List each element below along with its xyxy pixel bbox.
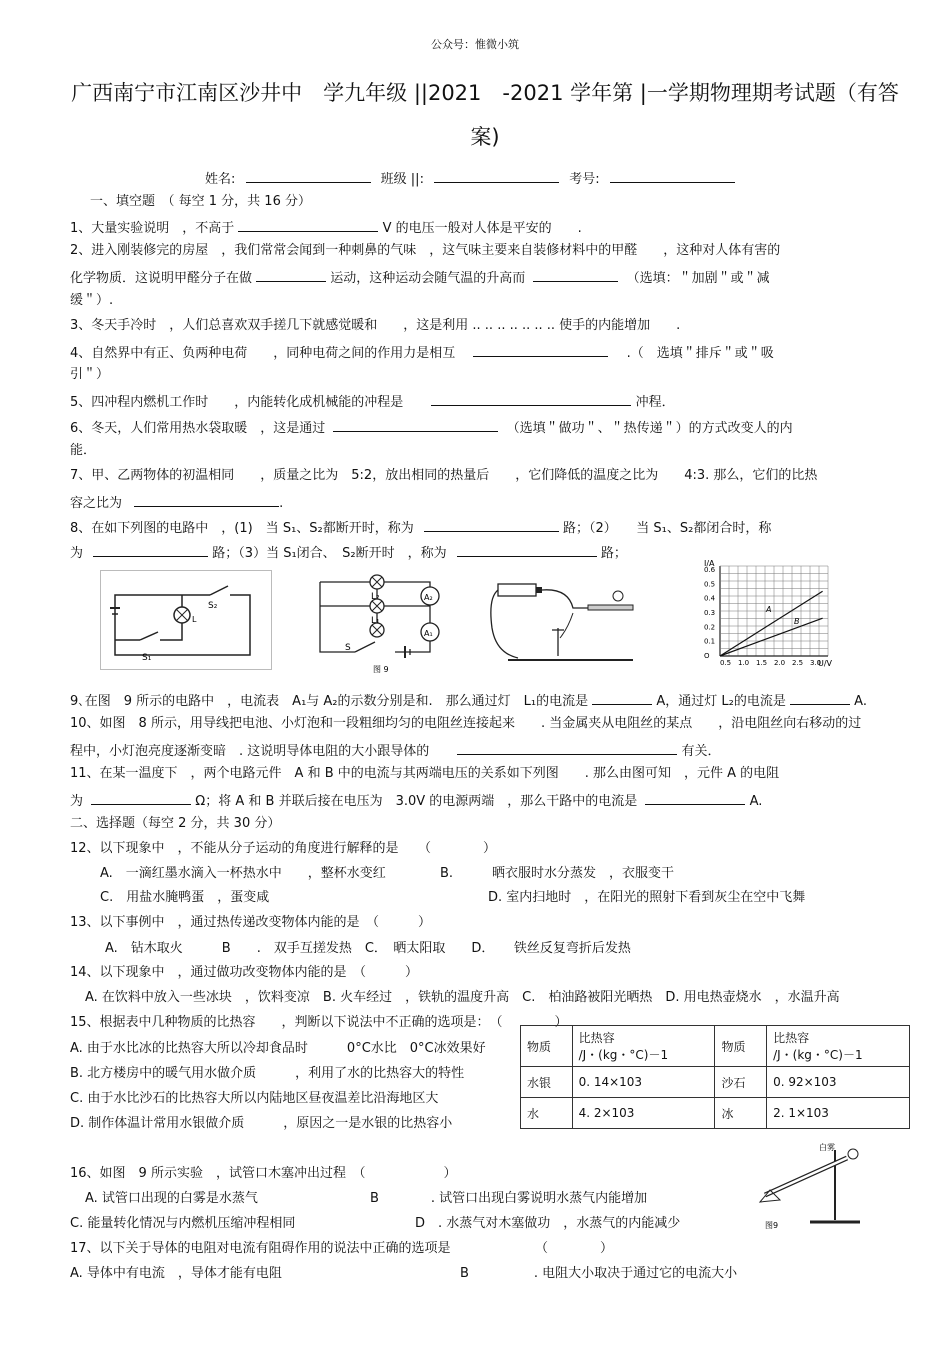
table-cell: 冰 bbox=[715, 1098, 767, 1129]
resistance-wire-figure bbox=[488, 578, 638, 666]
name-label: 姓名: bbox=[205, 172, 236, 187]
exam-no-blank[interactable] bbox=[610, 168, 735, 183]
q12-option-c: C. 用盐水腌鸭蛋 ，蛋变咸 bbox=[100, 890, 270, 905]
y-tick-label: 0.6 bbox=[704, 566, 716, 574]
section-2-heading: 二、选择题（每空 2 分，共 30 分） bbox=[70, 816, 281, 831]
graph-xlabel: U/V bbox=[818, 659, 833, 668]
q13-options: A. 钻木取火 B . 双手互搓发热 C． 晒太阳取 D． 铁丝反复弯折后发热 bbox=[105, 941, 631, 956]
question-13: 13、以下事例中 ，通过热传递改变物体内能的是 （ ） bbox=[70, 915, 432, 930]
question-9 bbox=[70, 690, 867, 711]
y-tick-label: 0.1 bbox=[704, 637, 716, 646]
q1-text: 1、大量实验说明 ，不高于 bbox=[70, 221, 235, 236]
exam-no-label: 考号: bbox=[569, 172, 600, 187]
question-1 bbox=[70, 217, 582, 238]
q12-option-a: A. 一滴红墨水滴入一杯热水中 ，整杯水变红 bbox=[100, 866, 386, 881]
table-cell: 4. 2×103 bbox=[572, 1098, 715, 1129]
q14-options: A. 在饮料中放入一些冰块 ，饮料变凉 B. 火车经过 ，铁轨的温度升高 C. 柏油路被阳光晒热 D. 用电热壶烧水 ，水温升高 bbox=[85, 990, 840, 1005]
student-info bbox=[205, 168, 741, 189]
question-16: 16、如图 9 所示实验 ，试管口木塞冲出过程 （ ） bbox=[70, 1166, 457, 1181]
q11-text: 为 bbox=[70, 794, 84, 809]
question-11-cont bbox=[70, 790, 762, 811]
graph-grid bbox=[720, 566, 828, 656]
graph-ylabel: I/A bbox=[704, 559, 715, 568]
q9-blank-1[interactable] bbox=[592, 690, 652, 705]
q8-text-5: 路； bbox=[600, 546, 627, 561]
question-6-end: 能． bbox=[70, 443, 97, 458]
question-8-cont bbox=[70, 542, 627, 563]
question-2: 2、进入刚装修完的房屋 ，我们常常会闻到一种刺鼻的气味 ，这气味主要来自装修材料中的甲醛 ，这种对人体有害的 bbox=[70, 243, 781, 258]
q2-text-2: 运动，这种运动会随气温的升高而 bbox=[330, 271, 526, 286]
q5-blank[interactable] bbox=[431, 391, 631, 406]
question-8 bbox=[70, 517, 771, 538]
q10-blank[interactable] bbox=[457, 740, 677, 755]
q8-blank-2[interactable] bbox=[93, 542, 208, 557]
q5-text: 5、四冲程内燃机工作时 ，内能转化成机械能的冲程是 bbox=[70, 395, 404, 410]
question-10: 10、如图 8 所示，用导线把电池、小灯泡和一段粗细均匀的电阻丝连接起来 . 当金属夹从电阻丝的某点 ，沿电阻丝向右移动的过 bbox=[70, 716, 862, 731]
q4-text-2: .（ 选填＂排斥＂或＂吸 bbox=[626, 346, 774, 361]
question-15: 15、根据表中几种物质的比热容 ，判断以下说法中不正确的选项是： （ ） bbox=[70, 1015, 568, 1030]
q10-text: 程中，小灯泡亮度逐渐变暗 . 这说明导体电阻的大小跟导体的 bbox=[70, 744, 430, 759]
q12-option-d: D. 室内扫地时 ，在阳光的照射下看到灰尘在空中飞舞 bbox=[488, 890, 806, 905]
q8-text-2: 路；（2） 当 S₁、S₂都闭合时，称 bbox=[563, 521, 772, 536]
table-header-substance: 物质 bbox=[521, 1026, 573, 1067]
q2-blank-1[interactable] bbox=[256, 267, 326, 282]
question-2-cont bbox=[70, 267, 770, 288]
question-7: 7、甲、乙两物体的初温相同 ，质量之比为 5:2，放出相同的热量后 ，它们降低的温度之比为 4:3. 那么，它们的比热 bbox=[70, 468, 818, 483]
q11-blank-2[interactable] bbox=[645, 790, 745, 805]
test-tube-figure bbox=[735, 1140, 865, 1232]
label-l: L bbox=[192, 615, 197, 624]
fog-label: 白雾 bbox=[819, 1143, 835, 1152]
x-tick-label: 0.5 bbox=[720, 659, 732, 667]
x-tick-label: 3.0 bbox=[810, 659, 822, 667]
q6-text: 6、冬天，人们常用热水袋取暖 ，这是通过 bbox=[70, 421, 326, 436]
table-cell: 0. 14×103 bbox=[572, 1067, 715, 1098]
graph-line-a-label: A bbox=[766, 605, 772, 614]
q8-text: 8、在如下列图的电路中 ，(1) 当 S₁、S₂都断开时，称为 bbox=[70, 521, 414, 536]
table-header-heat-2: 比热容 /J・(kg・°C)－1 bbox=[767, 1026, 910, 1067]
label-a2: A₂ bbox=[424, 593, 433, 602]
q17-option-a: A. 导体中有电流 ，导体才能有电阻 bbox=[70, 1266, 282, 1281]
question-14: 14、以下现象中 ，通过做功改变物体内能的是 （ ） bbox=[70, 965, 419, 980]
section-1-heading: 一、填空题 （ 每空 1 分，共 16 分） bbox=[90, 194, 311, 209]
page-header: 公众号：惟微小筑 bbox=[431, 38, 519, 51]
q16-option-d: D . 水蒸气对木塞做功 ，水蒸气的内能减少 bbox=[415, 1216, 681, 1231]
label-s: S bbox=[345, 643, 351, 653]
q6-blank[interactable] bbox=[333, 417, 498, 432]
label-l1: L₁ bbox=[371, 616, 380, 626]
figure-9b-caption: 图9 bbox=[765, 1221, 779, 1230]
q11-blank-1[interactable] bbox=[91, 790, 191, 805]
question-12: 12、以下现象中 ，不能从分子运动的角度进行解释的是 （ ） bbox=[70, 841, 497, 856]
page-title: 广西南宁市江南区沙井中 学九年级 ||2021 -2021 学年第 |一学期物理期考试题（有答 bbox=[71, 81, 899, 105]
q16-option-a: A. 试管口出现的白雾是水蒸气 bbox=[85, 1191, 258, 1206]
q10-text-2: 有关． bbox=[681, 744, 721, 759]
label-l2: L₂ bbox=[371, 592, 380, 602]
q7-blank[interactable] bbox=[134, 492, 279, 507]
iu-graph bbox=[702, 556, 842, 668]
label-a1: A₁ bbox=[424, 629, 433, 638]
q11-text-2: Ω；将 A 和 B 并联后接在电压为 3.0V 的电源两端 ，那么干路中的电流是 bbox=[195, 794, 638, 809]
table-cell: 水银 bbox=[521, 1067, 573, 1098]
table-cell: 0. 92×103 bbox=[767, 1067, 910, 1098]
question-11: 11、在某一温度下 ，两个电路元件 A 和 B 中的电流与其两端电压的关系如下列图 . 那么由图可知 ，元件 A 的电阻 bbox=[70, 766, 780, 781]
q8-text-3: 为 bbox=[70, 546, 84, 561]
q16-option-b: B . 试管口出现白雾说明水蒸气内能增加 bbox=[370, 1191, 648, 1206]
table-row bbox=[521, 1098, 910, 1129]
specific-heat-table bbox=[520, 1025, 910, 1129]
q15-option-a: A. 由于水比冰的比热容大所以冷却食品时 0°C水比 0°C冰效果好 bbox=[70, 1041, 486, 1056]
question-7-cont: 容之比为 . bbox=[70, 492, 283, 513]
class-blank[interactable] bbox=[434, 168, 559, 183]
q15-option-d: D. 制作体温计常用水银做介质 ，原因之一是水银的比热容小 bbox=[70, 1116, 453, 1131]
q2-blank-2[interactable] bbox=[533, 267, 618, 282]
q8-text-4: 路；（3）当 S₁闭合、 S₂断开时 ，称为 bbox=[212, 546, 447, 561]
q9-text-2: A，通过灯 L₂的电流是 bbox=[656, 694, 786, 709]
y-tick-label: 0.5 bbox=[704, 580, 716, 589]
table-cell: 2. 1×103 bbox=[767, 1098, 910, 1129]
label-s1: S₁ bbox=[142, 653, 152, 663]
table-header-heat: 比热容 /J・(kg・°C)－1 bbox=[572, 1026, 715, 1067]
class-label: 班级 ||: bbox=[380, 172, 424, 187]
x-tick-label: 1.5 bbox=[756, 659, 768, 667]
table-header-row bbox=[521, 1026, 910, 1067]
q1-text-2: V 的电压一般对人体是平安的 . bbox=[382, 221, 582, 236]
y-tick-label: 0.4 bbox=[704, 594, 716, 603]
q7-text: 容之比为 bbox=[70, 496, 123, 511]
q4-blank[interactable] bbox=[473, 342, 608, 357]
q15-option-c: C. 由于水比沙石的比热容大所以内陆地区昼夜温差比沿海地区大 bbox=[70, 1091, 439, 1106]
question-3: 3、冬天手冷时 ，人们总喜欢双手搓几下就感觉暖和 ，这是利用 .. .. .. .. .. .. .. 使手的内能增加 . bbox=[70, 318, 681, 333]
table-cell: 水 bbox=[521, 1098, 573, 1129]
q8-blank-3[interactable] bbox=[457, 542, 597, 557]
q11-text-3: A. bbox=[749, 794, 763, 809]
q2-text: 化学物质．这说明甲醛分子在做 bbox=[70, 271, 253, 286]
q4-text: 4、自然界中有正、负两种电荷 ，同种电荷之间的作用力是相互 bbox=[70, 346, 456, 361]
circuit-figure-9 bbox=[315, 572, 460, 677]
question-5 bbox=[70, 391, 675, 412]
q9-text: 9､在图 9 所示的电路中 ，电流表 A₁与 A₂的示数分别是和. 那么通过灯 L₁的电流是 bbox=[70, 694, 589, 709]
graph-line-b-label: B bbox=[794, 617, 800, 626]
y-tick-label: 0.3 bbox=[704, 609, 716, 617]
table-header-substance-2: 物质 bbox=[715, 1026, 767, 1067]
x-tick-label: 2.0 bbox=[774, 659, 786, 667]
question-10-cont bbox=[70, 740, 721, 761]
y-tick-label: 0.2 bbox=[704, 623, 716, 632]
question-17: 17、以下关于导体的电阻对电流有阻碍作用的说法中正确的选项是 （ ） bbox=[70, 1241, 614, 1256]
x-tick-label: 1.0 bbox=[738, 659, 750, 667]
q2-text-3: （选填：＂加剧＂或＂减 bbox=[626, 271, 770, 286]
q5-text-2: 冲程． bbox=[635, 395, 675, 410]
label-s2: S₂ bbox=[208, 601, 218, 611]
circuit-figure-1 bbox=[100, 570, 272, 670]
page-title-cont: 案) bbox=[470, 125, 500, 149]
figure-9-caption: 图 9 bbox=[373, 665, 389, 674]
q1-blank[interactable] bbox=[238, 217, 378, 232]
question-2-end: 缓＂）. bbox=[70, 293, 114, 308]
table-row bbox=[521, 1067, 910, 1098]
q17-option-b: B . 电阻大小取决于通过它的电流大小 bbox=[460, 1266, 738, 1281]
table-cell: 沙石 bbox=[715, 1067, 767, 1098]
q6-text-2: （选填＂做功＂、＂热传递＂）的方式改变人的内 bbox=[506, 421, 793, 436]
question-4-end: 引＂） bbox=[70, 367, 110, 382]
question-4 bbox=[70, 342, 774, 363]
q16-option-c: C. 能量转化情况与内燃机压缩冲程相同 bbox=[70, 1216, 296, 1231]
name-blank[interactable] bbox=[246, 168, 371, 183]
question-6 bbox=[70, 417, 793, 438]
x-tick-label: 2.5 bbox=[792, 659, 804, 667]
q9-blank-2[interactable] bbox=[790, 690, 850, 705]
q12-option-b: B. 晒衣服时水分蒸发 ，衣服变干 bbox=[440, 866, 675, 881]
q9-text-3: A. bbox=[854, 694, 867, 709]
q8-blank-1[interactable] bbox=[424, 517, 559, 532]
q15-option-b: B. 北方楼房中的暖气用水做介质 ，利用了水的比热容大的特性 bbox=[70, 1066, 465, 1081]
y-tick-label: O bbox=[704, 652, 710, 660]
